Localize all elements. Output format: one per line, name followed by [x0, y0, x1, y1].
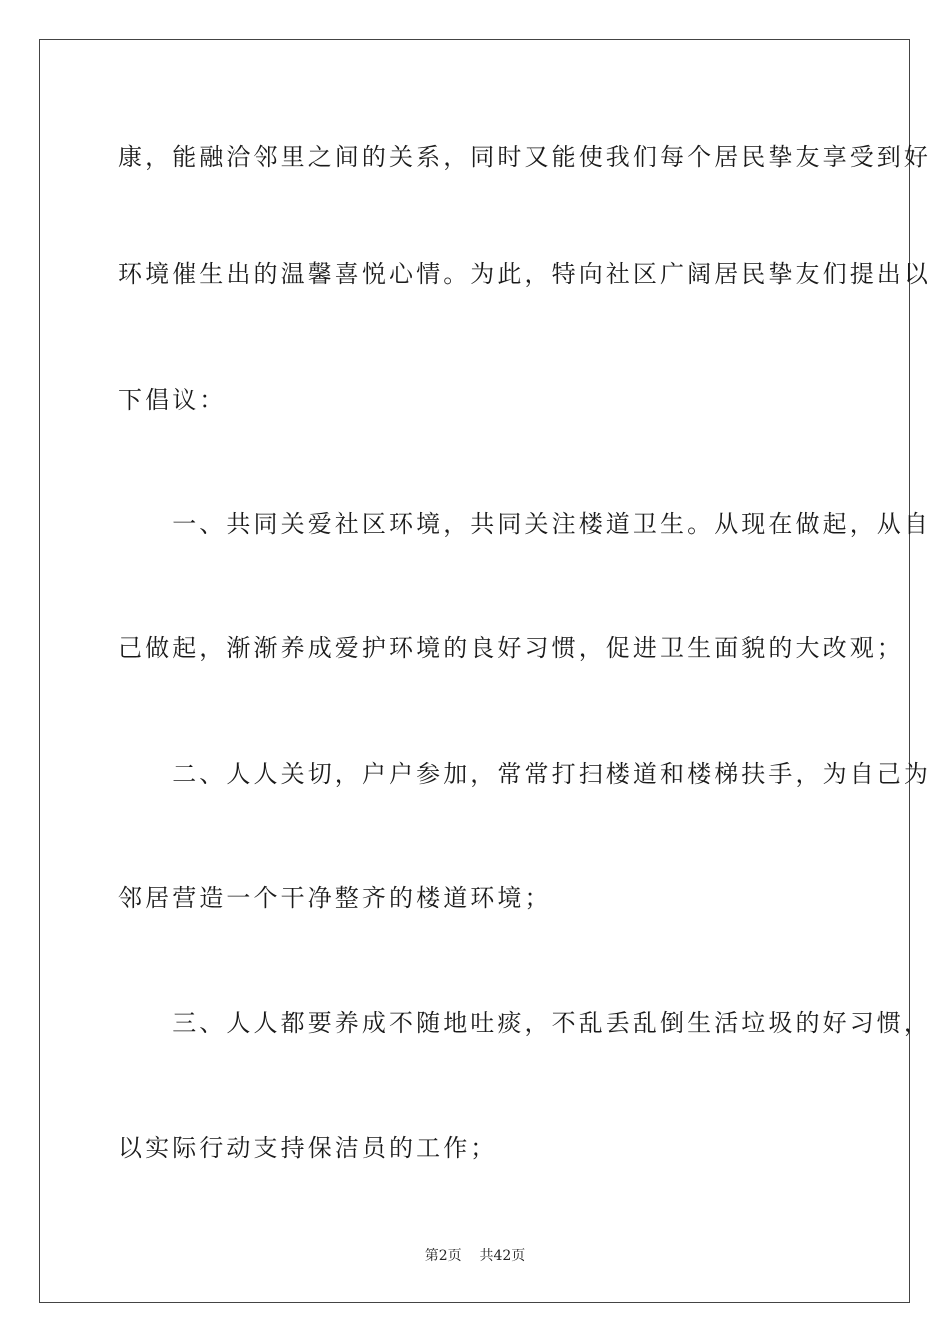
page-frame [39, 39, 931, 1303]
text-line: 下倡议： [118, 386, 227, 414]
text-line: 以实际行动支持保洁员的工作； [118, 1134, 498, 1162]
page-footer [0, 1247, 950, 1265]
text-line: 一、共同关爱社区环境，共同关注楼道卫生。从现在做起，从自 [118, 510, 931, 538]
text-line: 二、人人关切，户户参加，常常打扫楼道和楼梯扶手，为自己为 [118, 760, 931, 788]
text-line: 环境催生出的温馨喜悦心情。为此，特向社区广阔居民挚友们提出以 [118, 260, 931, 288]
text-line: 康，能融洽邻里之间的关系，同时又能使我们每个居民挚友享受到好 [118, 143, 931, 171]
text-line: 邻居营造一个干净整齐的楼道环境； [118, 884, 552, 912]
text-line: 三、人人都要养成不随地吐痰，不乱丢乱倒生活垃圾的好习惯， [118, 1009, 931, 1037]
page-total: 共42页 [479, 1248, 526, 1264]
text-line: 己做起，渐渐养成爱护环境的良好习惯，促进卫生面貌的大改观； [118, 634, 904, 662]
page-number: 第2页 [424, 1248, 462, 1264]
